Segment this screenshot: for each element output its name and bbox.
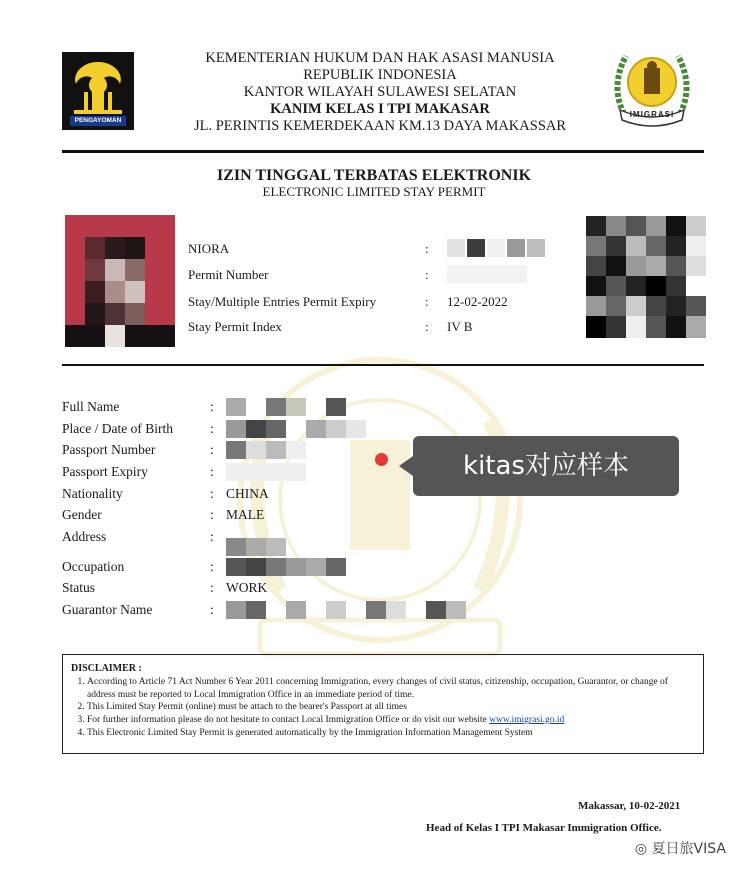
label-full-name: Full Name — [62, 399, 120, 414]
identity-colon: : — [210, 421, 214, 436]
callout-pointer — [399, 456, 413, 476]
nationality-value: CHINA — [226, 486, 269, 501]
label-gender: Gender — [62, 507, 102, 522]
qr-code — [586, 216, 706, 338]
country-name: REPUBLIK INDONESIA — [303, 67, 457, 83]
disclaimer-box — [62, 654, 704, 754]
disclaimer-title: DISCLAIMER : — [71, 663, 142, 674]
identity-colon: : — [210, 529, 214, 544]
status-value: WORK — [226, 580, 268, 595]
red-marker-dot — [375, 453, 388, 466]
wechat-icon: ◎ — [634, 841, 648, 857]
left-logo-caption: PENGAYOMAN — [74, 117, 122, 124]
identity-colon: : — [210, 464, 214, 479]
pixelated-photo — [65, 215, 175, 347]
disclaimer-item: 2. This Limited Stay Permit (online) must be attach to the bearer's Passport at all times — [87, 701, 693, 714]
disclaimer-item — [87, 714, 693, 727]
disclaimer-item: 4. This Electronic Limited Stay Permit is generated automatically by the Immigration Information Management System — [87, 727, 693, 740]
identity-colon: : — [210, 580, 214, 595]
permit-label-niora: NIORA — [188, 241, 230, 256]
identity-colon: : — [210, 442, 214, 457]
sample-callout: kitas对应样本 — [413, 436, 679, 496]
permit-label-number: Permit Number — [188, 267, 269, 282]
permit-colon: : — [425, 319, 429, 334]
permit-index-value: IV B — [447, 319, 473, 334]
section-divider — [62, 364, 704, 366]
label-status: Status — [62, 580, 96, 595]
imigrasi-watermark-emblem — [150, 330, 610, 690]
permit-colon: : — [425, 267, 429, 282]
permit-colon: : — [425, 294, 429, 309]
identity-colon: : — [210, 559, 214, 574]
gender-value: MALE — [226, 507, 265, 522]
office-name: KANIM KELAS I TPI MAKASAR — [270, 101, 490, 117]
identity-colon: : — [210, 602, 214, 617]
ministry-name: KEMENTERIAN HUKUM DAN HAK ASASI MANUSIA — [205, 50, 555, 66]
label-nationality: Nationality — [62, 486, 123, 501]
identity-colon: : — [210, 507, 214, 522]
disclaimer-item: 1. According to Article 71 Act Number 6 Year 2011 concerning Immigration, every changes of civil status, citizenship, occupation, Guarantor, or change of address must be reported to Local Immigration Office in an immediate period of time. — [87, 676, 693, 702]
signature-place-date: Makassar, 10-02-2021 — [578, 800, 681, 812]
right-logo-caption: IMIGRASI — [629, 110, 675, 119]
permit-expiry-value: 12-02-2022 — [447, 294, 508, 309]
signature-office-head: Head of Kelas I TPI Makasar Immigration Office. — [426, 822, 662, 834]
label-passport-expiry: Passport Expiry — [62, 464, 148, 479]
document-title: IZIN TINGGAL TERBATAS ELEKTRONIK — [216, 167, 532, 184]
disclaimer-list — [71, 676, 693, 740]
label-guarantor-name: Guarantor Name — [62, 602, 153, 617]
label-place-date-birth: Place / Date of Birth — [62, 421, 173, 436]
label-address: Address — [62, 529, 107, 544]
disclaimer-item-text: For further information please do not hesitate to contact Local Immigration Office or do visit our website — [87, 715, 487, 726]
permit-label-expiry: Stay/Multiple Entries Permit Expiry — [188, 294, 377, 309]
header-divider — [62, 150, 704, 153]
footer-watermark — [635, 838, 726, 858]
permit-label-index: Stay Permit Index — [188, 319, 282, 334]
label-passport-number: Passport Number — [62, 442, 156, 457]
office-address: JL. PERINTIS KEMERDEKAAN KM.13 DAYA MAKASSAR — [193, 118, 567, 134]
identity-colon: : — [210, 486, 214, 501]
footer-watermark-text: 夏日旅VISA — [651, 841, 726, 857]
regional-office: KANTOR WILAYAH SULAWESI SELATAN — [243, 84, 517, 100]
label-occupation: Occupation — [62, 559, 125, 574]
imigrasi-logo — [606, 44, 698, 128]
document-subtitle: ELECTRONIC LIMITED STAY PERMIT — [262, 184, 486, 199]
imigrasi-website-link[interactable]: www.imigrasi.go.id — [489, 715, 565, 726]
pengayoman-logo — [62, 52, 134, 130]
identity-colon: : — [210, 399, 214, 414]
letterhead — [150, 50, 610, 135]
holder-photo — [65, 215, 175, 347]
permit-colon: : — [425, 241, 429, 256]
